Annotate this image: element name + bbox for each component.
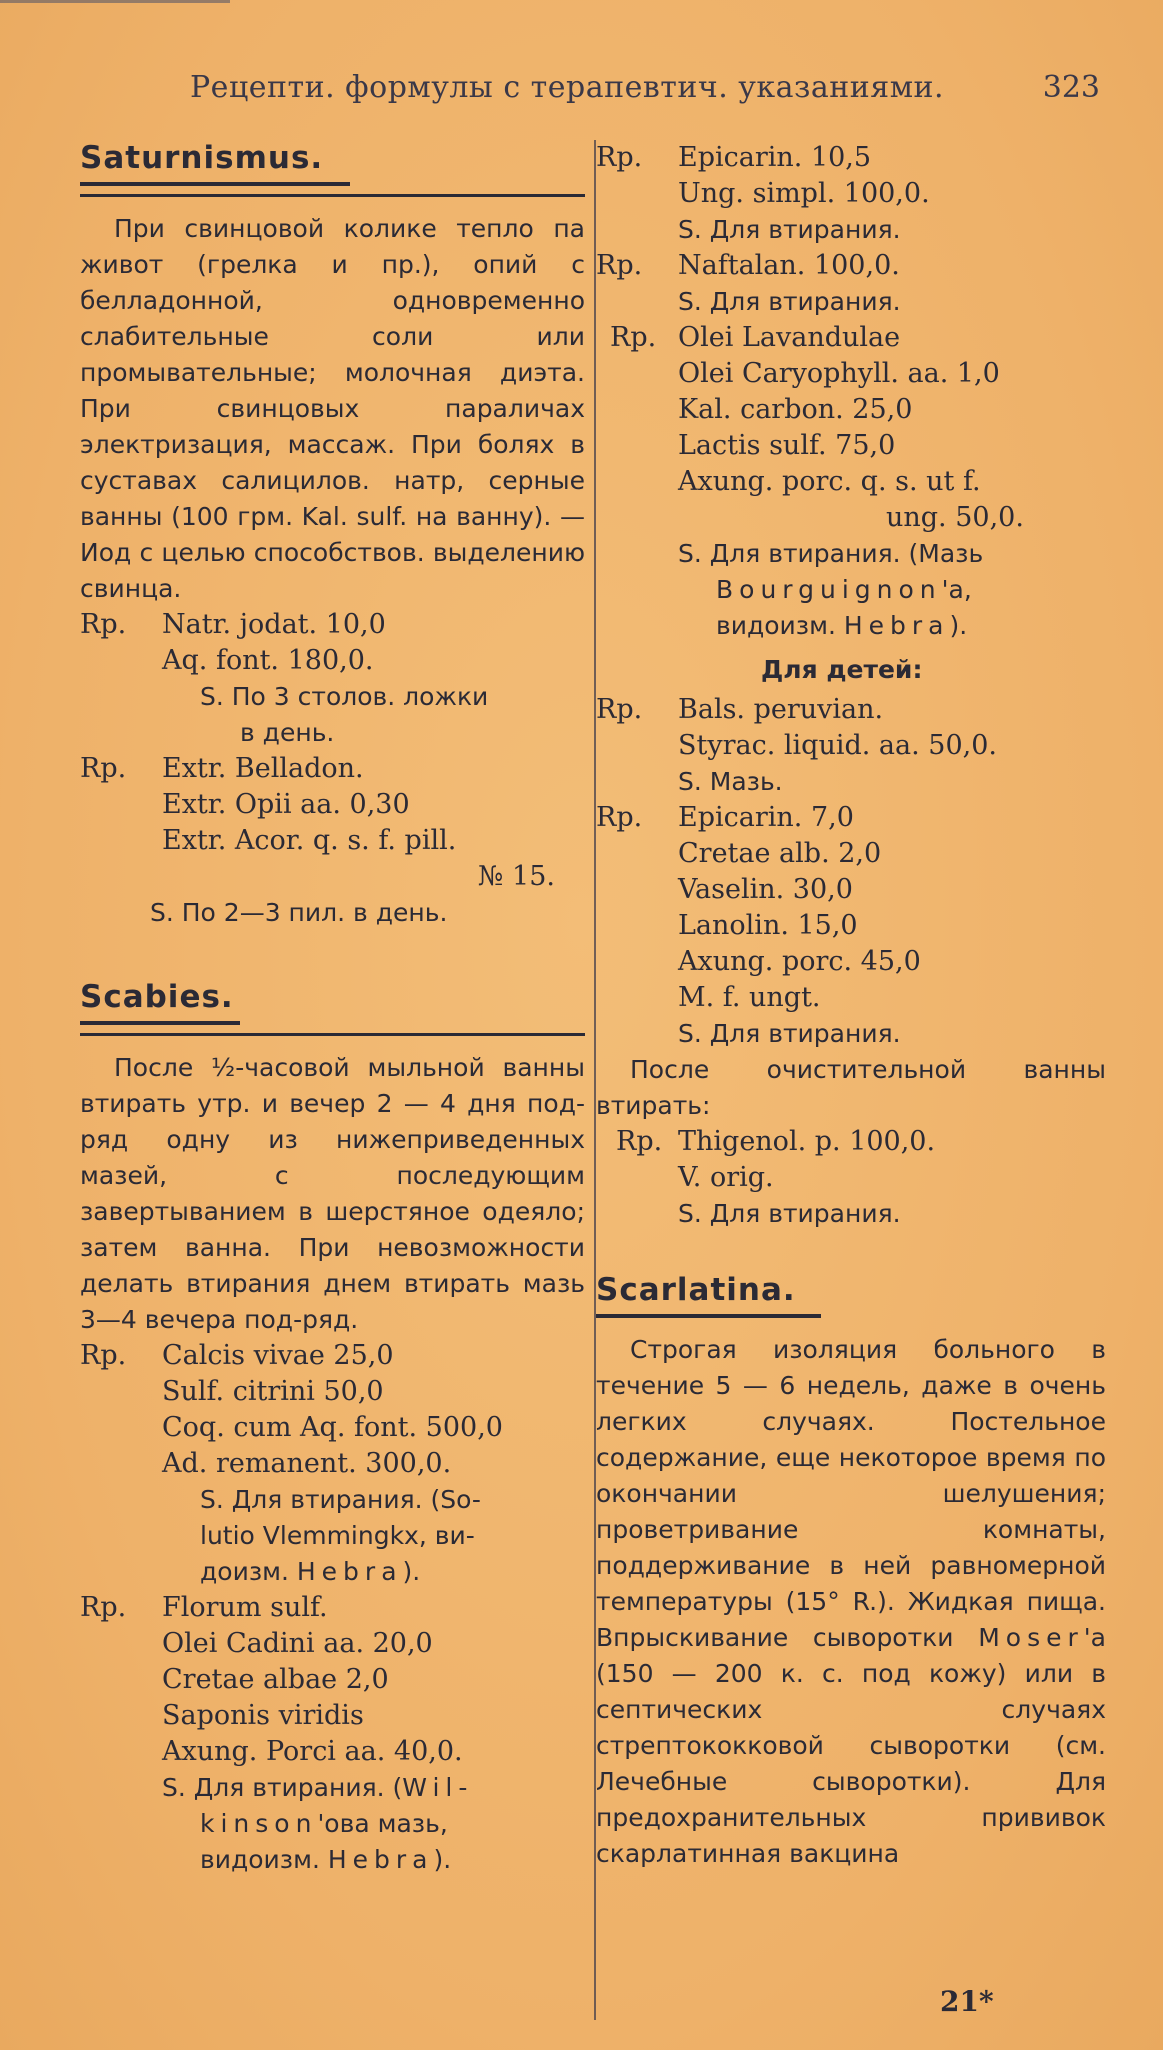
rx-line: Sulf. citrini 50,0 (162, 1376, 384, 1407)
running-header (190, 70, 1100, 110)
section-scabies (80, 979, 585, 1878)
rx-line: Olei Cadini aa. 20,0 (162, 1628, 433, 1659)
rx-line: Ung. simpl. 100,0. (678, 178, 930, 209)
rx-signature (596, 572, 1106, 608)
rx-text: видоизм. (716, 611, 844, 640)
rp-label: Rp. (596, 802, 643, 833)
prescription (80, 1338, 585, 1374)
rx-signature: S. По 3 столов. ложки (200, 682, 489, 711)
rx-signature: S. Для втирания. (So- (200, 1485, 481, 1514)
prescription (596, 800, 1106, 836)
rp-label: Rp. (610, 322, 657, 353)
rx-line: Ad. remanent. 300,0. (162, 1448, 452, 1479)
heading-underline (80, 1021, 240, 1025)
heading-underline (80, 182, 350, 186)
section-text (596, 1332, 1106, 1872)
rx-line: Extr. Belladon. (162, 753, 364, 784)
top-edge-rule (0, 0, 230, 3)
rx-line: № 15. (477, 861, 555, 892)
rx-line: Lactis sulf. 75,0 (678, 430, 896, 461)
page-number: 323 (1042, 70, 1100, 105)
rx-line: Styrac. liquid. aa. 50,0. (678, 730, 997, 761)
prescription (596, 140, 1106, 176)
section-saturnismus (80, 140, 585, 931)
rx-line: Thigenol. p. 100,0. (678, 1126, 936, 1157)
author-name: Hebra (843, 611, 950, 640)
section-rule (80, 1033, 585, 1036)
rx-text: 'a, (941, 575, 972, 604)
right-column (596, 140, 1106, 1872)
rx-line: ung. 50,0. (886, 502, 1024, 533)
rx-line: Saponis viridis (162, 1700, 364, 1731)
rx-line: Coq. cum Aq. font. 500,0 (162, 1412, 503, 1443)
prescription (596, 248, 1106, 284)
rx-line: Florum sulf. (162, 1592, 328, 1623)
section-text: При свинцовой колике тепло па живот (грелка и пр.), опий с белладонной, одновременно слабительные соли или промывательные; молочная диэта. При свинцовых параличах электризация, массаж. При болях в суставах салицилов. натр, серные ванны (100 грм. Kal. sulf. на ванну). — Иод с целью способствов. выделению свинца. (80, 214, 585, 603)
author-name: Hebra (327, 1845, 434, 1874)
text-part: Строгая изоляция больного в течение 5 — 6 недель, даже в очень легких случаях. Постельное содержание, еще некоторое время по окончании шелушения; проветривание комнаты, поддерживание в ней равномерной температуры (15° R.). Жидкая пища. Впрыскивание сыворотки (596, 1335, 1106, 1652)
rx-signature: S. Для втирания. (678, 215, 901, 244)
prescription (80, 751, 585, 787)
instruction-text: После очистительной ванны втирать: (596, 1055, 1106, 1120)
rx-line: Olei Lavandulae (678, 322, 901, 353)
rx-line: Epicarin. 7,0 (678, 802, 854, 833)
text-part: 'a (150 — 200 к. с. под кожу) или в септических случаях стрептококковой сыворотки (см. Лечебные сыворотки). Для предохранительных прививок скарлатинная вакцина (596, 1623, 1106, 1868)
rx-line: Axung. porc. q. s. ut f. (678, 466, 981, 497)
rx-line: Vaselin. 30,0 (678, 874, 853, 905)
rx-line: M. f. ungt. (678, 982, 821, 1013)
rx-text: ). (949, 611, 968, 640)
rx-line: Kal. carbon. 25,0 (678, 394, 913, 425)
prescription (596, 692, 1106, 728)
rx-line: Cretae alb. 2,0 (678, 838, 882, 869)
rx-text: 'ова мазь, (317, 1809, 448, 1838)
rx-text: ). (433, 1845, 452, 1874)
rp-label: Rp. (80, 753, 127, 784)
rx-line: Cretae albae 2,0 (162, 1664, 389, 1695)
section-text: После ½-часовой мыльной ванны втирать утр. и вечер 2 — 4 дня под-ряд одну из нижеприведенных мазей, с последующим завертыванием в шерстяное одеяло; затем ванна. При невозможности делать втирания днем втирать мазь 3—4 вечера под-ряд. (80, 1053, 585, 1334)
rx-signature (80, 1842, 585, 1878)
rx-signature: S. Мазь. (678, 767, 783, 796)
header-title: Рецепти. формулы с терапевтич. указаниями. (190, 70, 945, 105)
rp-label: Rp. (596, 694, 643, 725)
rx-signature: S. По 2—3 пил. в день. (150, 898, 448, 927)
heading-underline (596, 1314, 821, 1318)
prescription (596, 320, 1106, 356)
rx-line: Extr. Acor. q. s. f. pill. (162, 825, 457, 856)
rp-label: Rp. (80, 609, 127, 640)
rx-line: Axung. Porci aa. 40,0. (162, 1736, 463, 1767)
rx-line: Aq. font. 180,0. (162, 645, 374, 676)
section-scarlatina (596, 1272, 1106, 1872)
rp-label: Rp. (80, 1340, 127, 1371)
author-name: Bourguignon (716, 575, 942, 604)
rx-signature (80, 1554, 585, 1590)
section-rule (80, 194, 585, 197)
rx-text: S. Для втирания. ( (162, 1773, 403, 1802)
left-column (80, 140, 585, 1878)
rx-line: Calcis vivae 25,0 (162, 1340, 394, 1371)
author-name: kinson (200, 1809, 318, 1838)
author-name: Hebra (296, 1557, 403, 1586)
author-name: Moser (978, 1623, 1084, 1652)
rx-line: Lanolin. 15,0 (678, 910, 858, 941)
rx-line: Axung. porc. 45,0 (678, 946, 921, 977)
rx-line: Olei Caryophyll. aa. 1,0 (678, 358, 1000, 389)
rx-signature: в день. (240, 718, 335, 747)
prescription (596, 1124, 1106, 1160)
rx-signature (80, 1770, 585, 1806)
rx-signature: S. Для втирания. (678, 1019, 901, 1048)
rp-label: Rp. (596, 142, 643, 173)
rx-signature (596, 608, 1106, 644)
rx-text: видоизм. (200, 1845, 328, 1874)
rx-line: Epicarin. 10,5 (678, 142, 872, 173)
rx-line: V. orig. (678, 1162, 774, 1193)
subheading-children: Для детей: (761, 655, 923, 684)
rp-label: Rp. (596, 250, 643, 281)
author-name: Wil- (402, 1773, 474, 1802)
rx-line: Naftalan. 100,0. (678, 250, 900, 281)
rx-signature: S. Для втирания. (Мазь (678, 539, 984, 568)
rp-label: Rp. (616, 1126, 663, 1157)
prescription (80, 607, 585, 643)
rx-signature: S. Для втирания. (678, 287, 901, 316)
rx-line: Bals. peruvian. (678, 694, 884, 725)
section-heading: Scarlatina. (596, 1272, 796, 1308)
rx-text: ). (402, 1557, 421, 1586)
rx-signature: S. Для втирания. (678, 1199, 901, 1228)
section-heading: Saturnismus. (80, 140, 324, 176)
section-heading: Scabies. (80, 979, 234, 1015)
prescription (80, 1590, 585, 1626)
rp-label: Rp. (80, 1592, 127, 1623)
signature-mark: 21* (940, 1985, 994, 2018)
rx-signature (80, 1806, 585, 1842)
rx-line: Natr. jodat. 10,0 (162, 609, 386, 640)
rx-line: Extr. Opii aa. 0,30 (162, 789, 410, 820)
rx-signature: lutio Vlemmingkx, ви- (200, 1521, 475, 1550)
rx-text: доизм. (200, 1557, 297, 1586)
